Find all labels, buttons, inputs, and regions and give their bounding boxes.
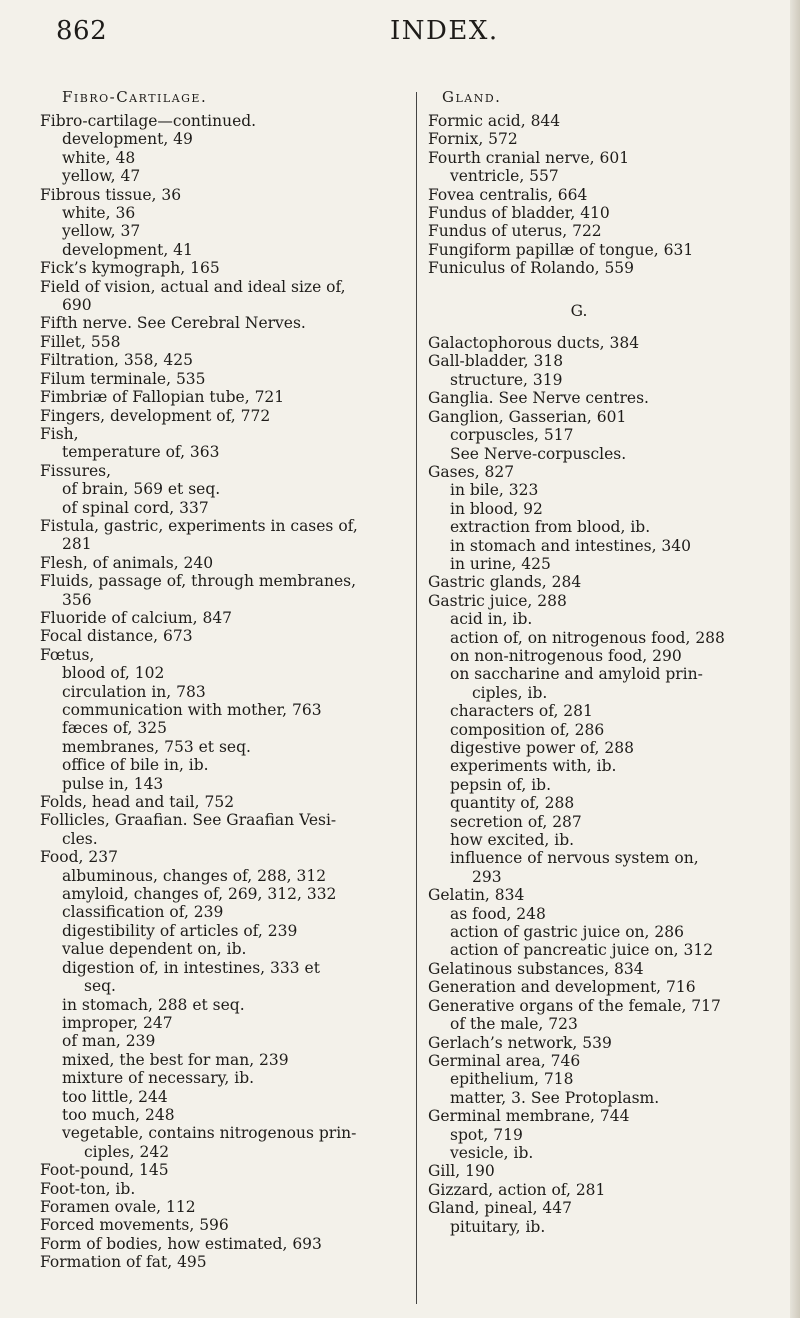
right-column-bottom-entries <box>428 334 790 1236</box>
index-entry: Gastric glands, 284 <box>428 573 582 592</box>
index-subentry: spot, 719 <box>450 1125 523 1144</box>
index-entry: Gland, pineal, 447 <box>428 1199 573 1218</box>
index-subentry: classification of, 239 <box>62 903 224 922</box>
column-divider <box>416 92 417 1304</box>
index-subentry: 293 <box>472 867 502 886</box>
index-subentry: circulation in, 783 <box>62 682 206 701</box>
index-subentry: quantity of, 288 <box>450 794 575 813</box>
index-entry: Foramen ovale, 112 <box>40 1197 196 1216</box>
index-entry: Funiculus of Rolando, 559 <box>428 259 635 278</box>
index-subentry: action of, on nitrogenous food, 288 <box>450 628 725 647</box>
index-entry: Gill, 190 <box>428 1162 495 1181</box>
index-entry: Fish, <box>40 424 79 443</box>
index-entry: Gerlach’s network, 539 <box>428 1033 612 1052</box>
index-subentry: composition of, 286 <box>450 720 605 739</box>
index-subentry: fæces of, 325 <box>62 719 167 738</box>
index-subentry: experiments with, ib. <box>450 757 617 776</box>
index-entry: Galactophorous ducts, 384 <box>428 334 640 353</box>
index-subentry: white, 36 <box>62 204 136 223</box>
index-subentry: ventricle, 557 <box>450 167 559 186</box>
index-entry: Fissures, <box>40 461 112 480</box>
page-header <box>0 12 800 52</box>
index-subentry: ciples, ib. <box>472 683 548 702</box>
index-entry: Filum terminale, 535 <box>40 369 206 388</box>
index-subentry: improper, 247 <box>62 1013 173 1032</box>
index-subentry: vesicle, ib. <box>450 1143 534 1162</box>
index-entry: Fœtus, <box>40 645 95 664</box>
index-subentry: secretion of, 287 <box>450 812 582 831</box>
index-subentry: 690 <box>62 296 92 315</box>
index-subentry: pepsin of, ib. <box>450 775 552 794</box>
index-subentry: albuminous, changes of, 288, 312 <box>62 866 327 885</box>
index-subentry: in stomach, 288 et seq. <box>62 995 245 1014</box>
index-subentry: characters of, 281 <box>450 702 593 721</box>
index-entry: Filtration, 358, 425 <box>40 351 193 370</box>
index-entry: Gall-bladder, 318 <box>428 352 564 371</box>
index-subentry: digestibility of articles of, 239 <box>62 921 298 940</box>
index-subentry: too little, 244 <box>62 1087 168 1106</box>
page-number: 862 <box>56 16 108 46</box>
index-entry: Follicles, Graafian. See Graafian Vesi- <box>40 811 337 830</box>
index-entry: Fovea centralis, 664 <box>428 185 588 204</box>
index-entry: Fick’s kymograph, 165 <box>40 259 220 278</box>
index-subentry: structure, 319 <box>450 370 563 389</box>
index-subentry: in blood, 92 <box>450 499 543 518</box>
index-subentry: in bile, 323 <box>450 481 539 500</box>
index-entry: Form of bodies, how estimated, 693 <box>40 1234 322 1253</box>
index-entry: Gizzard, action of, 281 <box>428 1180 606 1199</box>
index-subentry: ciples, 242 <box>84 1142 170 1161</box>
index-entry: Gelatinous substances, 834 <box>428 959 644 978</box>
index-subentry: yellow, 37 <box>62 222 141 241</box>
section-gap <box>428 278 790 298</box>
index-entry: Formation of fat, 495 <box>40 1253 207 1272</box>
running-head: INDEX. <box>390 16 499 46</box>
left-column <box>40 112 400 1272</box>
index-subentry: matter, 3. See Protoplasm. <box>450 1088 660 1107</box>
index-subentry: temperature of, 363 <box>62 443 220 462</box>
index-entry: Fibro-cartilage—continued. <box>40 112 257 130</box>
index-subentry: value dependent on, ib. <box>62 940 247 959</box>
index-subentry: yellow, 47 <box>62 167 141 186</box>
index-subentry: pituitary, ib. <box>450 1217 546 1236</box>
index-subentry: how excited, ib. <box>450 831 575 850</box>
index-subentry: on saccharine and amyloid prin- <box>450 665 703 684</box>
index-subentry: corpuscles, 517 <box>450 426 574 445</box>
right-column-heading: Gland. <box>442 88 502 106</box>
index-subentry: amyloid, changes of, 269, 312, 332 <box>62 885 337 904</box>
index-entry: Gastric juice, 288 <box>428 591 567 610</box>
index-entry: Generation and development, 716 <box>428 978 696 997</box>
index-entry: Fibrous tissue, 36 <box>40 185 182 204</box>
index-subentry: pulse in, 143 <box>62 774 164 793</box>
index-entry: Fundus of bladder, 410 <box>428 204 610 223</box>
index-subentry: in stomach and intestines, 340 <box>450 536 692 555</box>
index-subentry: vegetable, contains nitrogenous prin- <box>62 1124 357 1143</box>
index-subentry: See Nerve-corpuscles. <box>450 444 627 463</box>
index-subentry: 356 <box>62 590 92 609</box>
index-entry: Fluids, passage of, through membranes, <box>40 572 357 591</box>
index-subentry: white, 48 <box>62 148 136 167</box>
index-entry: Fimbriæ of Fallopian tube, 721 <box>40 388 285 407</box>
left-column-heading: Fibro-Cartilage. <box>62 88 208 106</box>
page-edge <box>790 0 800 1318</box>
index-subentry: digestive power of, 288 <box>450 739 634 757</box>
index-entry: Focal distance, 673 <box>40 627 193 646</box>
index-entry: Fourth cranial nerve, 601 <box>428 148 630 167</box>
index-subentry: too much, 248 <box>62 1105 175 1124</box>
index-subentry: 281 <box>62 535 92 554</box>
index-subentry: influence of nervous system on, <box>450 849 699 868</box>
index-entry: Germinal membrane, 744 <box>428 1107 630 1126</box>
index-subentry: on non-nitrogenous food, 290 <box>450 646 682 665</box>
index-entry: Formic acid, 844 <box>428 112 561 130</box>
right-column <box>428 112 790 1236</box>
index-subentry: of brain, 569 et seq. <box>62 480 221 499</box>
index-subentry: of man, 239 <box>62 1032 156 1051</box>
index-subentry: development, 49 <box>62 130 193 149</box>
index-entry: Fifth nerve. See Cerebral Nerves. <box>40 314 306 333</box>
index-entry: Foot-pound, 145 <box>40 1161 169 1180</box>
right-column-top-entries <box>428 112 790 278</box>
index-entry: Ganglia. See Nerve centres. <box>428 389 649 408</box>
index-entry: Folds, head and tail, 752 <box>40 793 235 812</box>
index-subentry: mixture of necessary, ib. <box>62 1069 255 1088</box>
index-subentry: blood of, 102 <box>62 664 165 683</box>
index-subentry: action of gastric juice on, 286 <box>450 923 684 942</box>
index-subentry: acid in, ib. <box>450 610 533 629</box>
index-entry: Fornix, 572 <box>428 130 518 149</box>
index-entry: Food, 237 <box>40 848 118 867</box>
index-entry: Fingers, development of, 772 <box>40 406 271 425</box>
index-subentry: membranes, 753 et seq. <box>62 737 251 756</box>
index-subentry: seq. <box>84 977 116 996</box>
index-subentry: in urine, 425 <box>450 554 551 573</box>
index-subentry: mixed, the best for man, 239 <box>62 1050 289 1069</box>
index-entry: Fillet, 558 <box>40 332 121 351</box>
index-entry: Fungiform papillæ of tongue, 631 <box>428 240 694 259</box>
index-entry: Fistula, gastric, experiments in cases of, <box>40 516 358 535</box>
section-letter: G. <box>570 301 588 320</box>
index-subentry: office of bile in, ib. <box>62 756 209 775</box>
index-entry: Gelatin, 834 <box>428 886 525 905</box>
index-entry: Germinal area, 746 <box>428 1051 581 1070</box>
index-subentry: as food, 248 <box>450 904 546 923</box>
index-entry: Gases, 827 <box>428 462 515 481</box>
index-entry: Foot-ton, ib. <box>40 1179 136 1198</box>
index-subentry: epithelium, 718 <box>450 1070 574 1089</box>
index-subentry: of the male, 723 <box>450 1015 578 1034</box>
index-subentry: digestion of, in intestines, 333 et <box>62 958 320 977</box>
index-subentry: action of pancreatic juice on, 312 <box>450 941 714 960</box>
index-subentry: extraction from blood, ib. <box>450 518 651 537</box>
index-subentry: development, 41 <box>62 240 193 259</box>
index-subentry: cles. <box>62 829 98 848</box>
index-entry: Forced movements, 596 <box>40 1216 229 1235</box>
index-entry: Flesh, of animals, 240 <box>40 553 214 572</box>
index-entry: Field of vision, actual and ideal size of, <box>40 277 346 296</box>
index-entry: Fluoride of calcium, 847 <box>40 608 233 627</box>
index-entry: Generative organs of the female, 717 <box>428 996 721 1015</box>
index-subentry: communication with mother, 763 <box>62 701 322 719</box>
index-entry: Fundus of uterus, 722 <box>428 222 602 241</box>
index-subentry: of spinal cord, 337 <box>62 498 209 517</box>
index-entry: Ganglion, Gasserian, 601 <box>428 407 627 426</box>
